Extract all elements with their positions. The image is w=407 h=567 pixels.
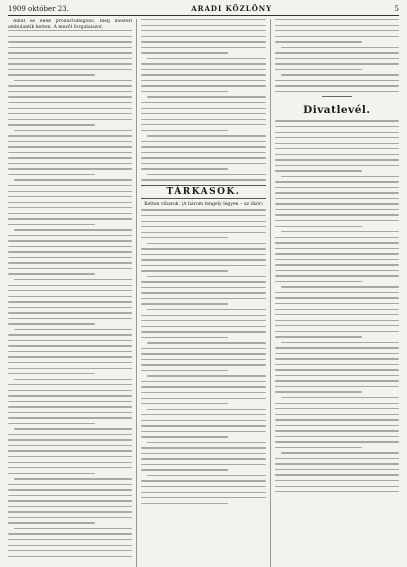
text-line (141, 303, 228, 304)
text-line (8, 401, 132, 402)
text-line (14, 329, 132, 330)
page-number: 5 (394, 5, 399, 13)
text-line (8, 174, 95, 175)
text-line (141, 85, 265, 86)
text-line (141, 381, 265, 382)
column-left-text-lines (8, 30, 132, 557)
text-line (141, 25, 265, 26)
column-middle-bottom-text-lines (141, 209, 265, 504)
text-line (141, 259, 265, 260)
text-line (8, 495, 132, 496)
text-line (141, 146, 265, 147)
text-line (8, 545, 132, 546)
text-line (14, 478, 132, 479)
column-right (270, 19, 399, 567)
text-line (141, 348, 265, 349)
text-line (8, 202, 132, 203)
text-line (8, 301, 132, 302)
text-line (275, 391, 362, 392)
text-line (275, 159, 399, 160)
text-line (141, 265, 265, 266)
text-line (275, 36, 399, 37)
text-line (141, 469, 228, 470)
text-line (275, 275, 399, 276)
text-line (281, 342, 399, 343)
text-line (8, 533, 132, 534)
text-line (141, 141, 265, 142)
text-line (147, 442, 265, 443)
text-line (275, 414, 399, 415)
text-line (8, 500, 132, 501)
text-line (8, 450, 132, 451)
text-line (14, 229, 132, 230)
text-line (141, 431, 265, 432)
text-line (141, 331, 265, 332)
text-line (8, 340, 132, 341)
text-line (141, 436, 228, 437)
text-line (275, 192, 399, 193)
text-line (8, 550, 132, 551)
text-line (147, 58, 265, 59)
text-line (8, 406, 132, 407)
text-line (275, 226, 362, 227)
column-left-opening: Adolf és ének productumlgozó, még mesteri ambulantik ketten. A mezőt forgataiszor, (8, 19, 133, 30)
text-line (275, 297, 399, 298)
text-line (8, 235, 132, 236)
text-line (8, 218, 132, 219)
text-line (8, 146, 132, 147)
text-line (275, 242, 399, 243)
text-line (275, 137, 399, 138)
text-line (275, 403, 399, 404)
text-line (275, 375, 399, 376)
text-line (14, 379, 132, 380)
text-line (141, 124, 265, 125)
text-line (8, 69, 132, 70)
text-line (14, 428, 132, 429)
text-line (141, 497, 265, 498)
text-line (8, 36, 132, 37)
text-line (8, 124, 95, 125)
text-line (275, 132, 399, 133)
text-line (8, 108, 132, 109)
text-line (275, 30, 399, 31)
text-line (275, 126, 399, 127)
text-line (275, 69, 362, 70)
text-line (275, 187, 399, 188)
text-line (8, 412, 132, 413)
text-line (275, 364, 399, 365)
text-line (14, 80, 132, 81)
issue-date: 1909 október 23. (8, 5, 69, 13)
text-line (8, 141, 132, 142)
text-line (8, 135, 132, 136)
text-line (8, 168, 132, 169)
text-line (141, 414, 265, 415)
column-left (8, 19, 132, 567)
text-line (8, 52, 132, 53)
text-line (281, 47, 399, 48)
text-line (141, 480, 265, 481)
text-line (141, 102, 265, 103)
text-line (8, 268, 132, 269)
text-line (8, 423, 95, 424)
text-line (141, 359, 265, 360)
text-line (8, 47, 132, 48)
text-line (141, 226, 265, 227)
text-line (8, 207, 132, 208)
text-line (8, 395, 132, 396)
text-line (141, 52, 228, 53)
text-line (275, 63, 399, 64)
text-line (8, 417, 132, 418)
text-line (8, 356, 132, 357)
text-line (8, 351, 132, 352)
text-line (141, 36, 265, 37)
text-line (8, 157, 132, 158)
text-line (8, 96, 132, 97)
text-line (141, 453, 265, 454)
text-line (141, 130, 228, 131)
column-right-divider (322, 96, 352, 97)
text-line (141, 364, 265, 365)
text-line (275, 58, 399, 59)
text-line (275, 358, 399, 359)
text-line (8, 312, 132, 313)
text-line (8, 163, 132, 164)
text-line (275, 353, 399, 354)
text-line (275, 181, 399, 182)
text-line (147, 409, 265, 410)
text-line (275, 336, 362, 337)
text-line (275, 469, 399, 470)
text-line (275, 19, 399, 20)
text-line (8, 113, 132, 114)
text-line (275, 120, 399, 121)
text-line (8, 285, 132, 286)
text-line (275, 474, 399, 475)
text-line (275, 458, 399, 459)
text-line (275, 198, 399, 199)
text-line (8, 489, 132, 490)
text-line (275, 303, 399, 304)
text-line (275, 463, 399, 464)
text-line (275, 209, 399, 210)
text-line (8, 362, 132, 363)
text-line (141, 326, 265, 327)
text-line (8, 63, 132, 64)
text-line (8, 296, 132, 297)
text-line (8, 185, 132, 186)
text-line (275, 85, 399, 86)
text-line (8, 473, 95, 474)
text-line (141, 503, 228, 504)
text-line (275, 237, 399, 238)
text-line (275, 292, 399, 293)
text-line (275, 214, 399, 215)
text-line (275, 447, 362, 448)
column-middle (136, 19, 265, 567)
text-line (147, 309, 265, 310)
text-line (275, 154, 399, 155)
text-line (275, 486, 399, 487)
text-line (275, 281, 362, 282)
text-line (8, 119, 132, 120)
text-line (281, 452, 399, 453)
text-line (275, 425, 399, 426)
text-line (141, 320, 265, 321)
text-line (275, 91, 399, 92)
text-line (147, 135, 265, 136)
text-line (8, 484, 132, 485)
text-line (141, 179, 265, 180)
text-line (8, 390, 132, 391)
column-right-section-title: Divatlevél. (303, 104, 371, 117)
text-line (8, 102, 132, 103)
text-line (8, 30, 132, 31)
text-line (141, 47, 265, 48)
text-line (141, 237, 228, 238)
text-line (281, 286, 399, 287)
text-line (141, 168, 228, 169)
text-line (147, 375, 265, 376)
text-line (141, 298, 265, 299)
text-line (8, 91, 132, 92)
text-line (141, 464, 265, 465)
text-line (14, 179, 132, 180)
text-line (141, 157, 265, 158)
newspaper-title: ARADI KÖZLÖNY (191, 4, 273, 13)
text-line (141, 486, 265, 487)
text-line (141, 248, 265, 249)
text-line (14, 528, 132, 529)
text-line (141, 447, 265, 448)
text-line (141, 270, 228, 271)
text-line (141, 370, 228, 371)
text-line (147, 276, 265, 277)
text-line (8, 462, 132, 463)
text-line (8, 467, 132, 468)
text-line (147, 342, 265, 343)
text-line (141, 254, 265, 255)
text-line (141, 91, 228, 92)
text-line (275, 41, 362, 42)
text-line (275, 270, 399, 271)
text-line (141, 152, 265, 153)
text-line (141, 74, 265, 75)
text-line (275, 419, 399, 420)
text-line (8, 58, 132, 59)
text-line (8, 439, 132, 440)
text-line (275, 408, 399, 409)
text-line (8, 539, 132, 540)
text-line (8, 251, 132, 252)
text-line (8, 41, 132, 42)
text-line (275, 248, 399, 249)
text-line (275, 369, 399, 370)
text-line (8, 506, 132, 507)
text-line (141, 221, 265, 222)
text-line (141, 215, 265, 216)
text-line (275, 430, 399, 431)
text-line (8, 85, 132, 86)
text-line (275, 436, 399, 437)
text-line (141, 315, 265, 316)
text-line (141, 41, 265, 42)
text-line (147, 243, 265, 244)
text-line (281, 176, 399, 177)
text-line (8, 434, 132, 435)
text-line (275, 314, 399, 315)
column-middle-section-title: TÁRKASOK. (141, 185, 265, 199)
column-middle-top-text-lines (141, 19, 265, 181)
text-line (8, 522, 95, 523)
text-line (141, 492, 265, 493)
text-line (8, 191, 132, 192)
text-line (141, 63, 265, 64)
text-line (141, 403, 228, 404)
text-line (8, 318, 132, 319)
text-line (275, 203, 399, 204)
text-line (275, 325, 399, 326)
text-line (8, 257, 132, 258)
text-line (8, 345, 132, 346)
text-line (275, 52, 399, 53)
text-line (275, 220, 399, 221)
text-line (8, 240, 132, 241)
text-line (8, 517, 132, 518)
text-line (275, 25, 399, 26)
text-line (275, 386, 399, 387)
text-line (141, 281, 265, 282)
text-line (141, 80, 265, 81)
text-line (275, 380, 399, 381)
text-line (275, 148, 399, 149)
text-line (275, 309, 399, 310)
text-line (141, 392, 265, 393)
text-line (8, 246, 132, 247)
text-line (141, 337, 228, 338)
text-line (141, 232, 265, 233)
text-line (275, 331, 399, 332)
text-line (8, 307, 132, 308)
text-line (275, 347, 399, 348)
text-line (281, 74, 399, 75)
text-line (141, 292, 265, 293)
text-line (8, 384, 132, 385)
text-line (275, 165, 399, 166)
text-line (281, 397, 399, 398)
text-line (141, 420, 265, 421)
text-line (141, 287, 265, 288)
text-line (141, 163, 265, 164)
column-right-bottom-text-lines (275, 120, 399, 492)
text-line (8, 74, 95, 75)
text-line (14, 279, 132, 280)
text-line (8, 213, 132, 214)
text-line (8, 152, 132, 153)
text-line (141, 398, 265, 399)
text-line (8, 334, 132, 335)
text-line (141, 69, 265, 70)
text-line (8, 196, 132, 197)
text-line (275, 480, 399, 481)
text-line (8, 368, 132, 369)
text-line (275, 253, 399, 254)
text-line (8, 273, 95, 274)
text-line (141, 353, 265, 354)
text-line (141, 19, 265, 20)
column-right-top-text-lines (275, 19, 399, 92)
text-line (275, 264, 399, 265)
text-line (141, 458, 265, 459)
text-line (141, 119, 265, 120)
text-line (141, 108, 265, 109)
text-line (275, 491, 399, 492)
text-line (8, 262, 132, 263)
text-line (275, 80, 399, 81)
text-line (281, 231, 399, 232)
text-line (275, 259, 399, 260)
text-line (141, 386, 265, 387)
text-line (8, 445, 132, 446)
column-middle-subtitle: Ketten viharok. (A három tengely legyen – az ökör) (144, 201, 263, 207)
text-line (141, 30, 265, 31)
text-line (275, 170, 362, 171)
text-line (275, 320, 399, 321)
text-line (8, 556, 132, 557)
text-line (8, 290, 132, 291)
text-line (141, 113, 265, 114)
text-line (8, 511, 132, 512)
columns (8, 19, 399, 567)
text-line (8, 373, 95, 374)
text-line (141, 425, 265, 426)
text-line (275, 441, 399, 442)
text-line (147, 475, 265, 476)
text-line (8, 323, 95, 324)
text-line (147, 174, 265, 175)
text-line (14, 130, 132, 131)
page-header (8, 4, 399, 16)
text-line (8, 224, 95, 225)
text-line (141, 209, 265, 210)
text-line (8, 456, 132, 457)
text-line (275, 143, 399, 144)
text-line (147, 96, 265, 97)
